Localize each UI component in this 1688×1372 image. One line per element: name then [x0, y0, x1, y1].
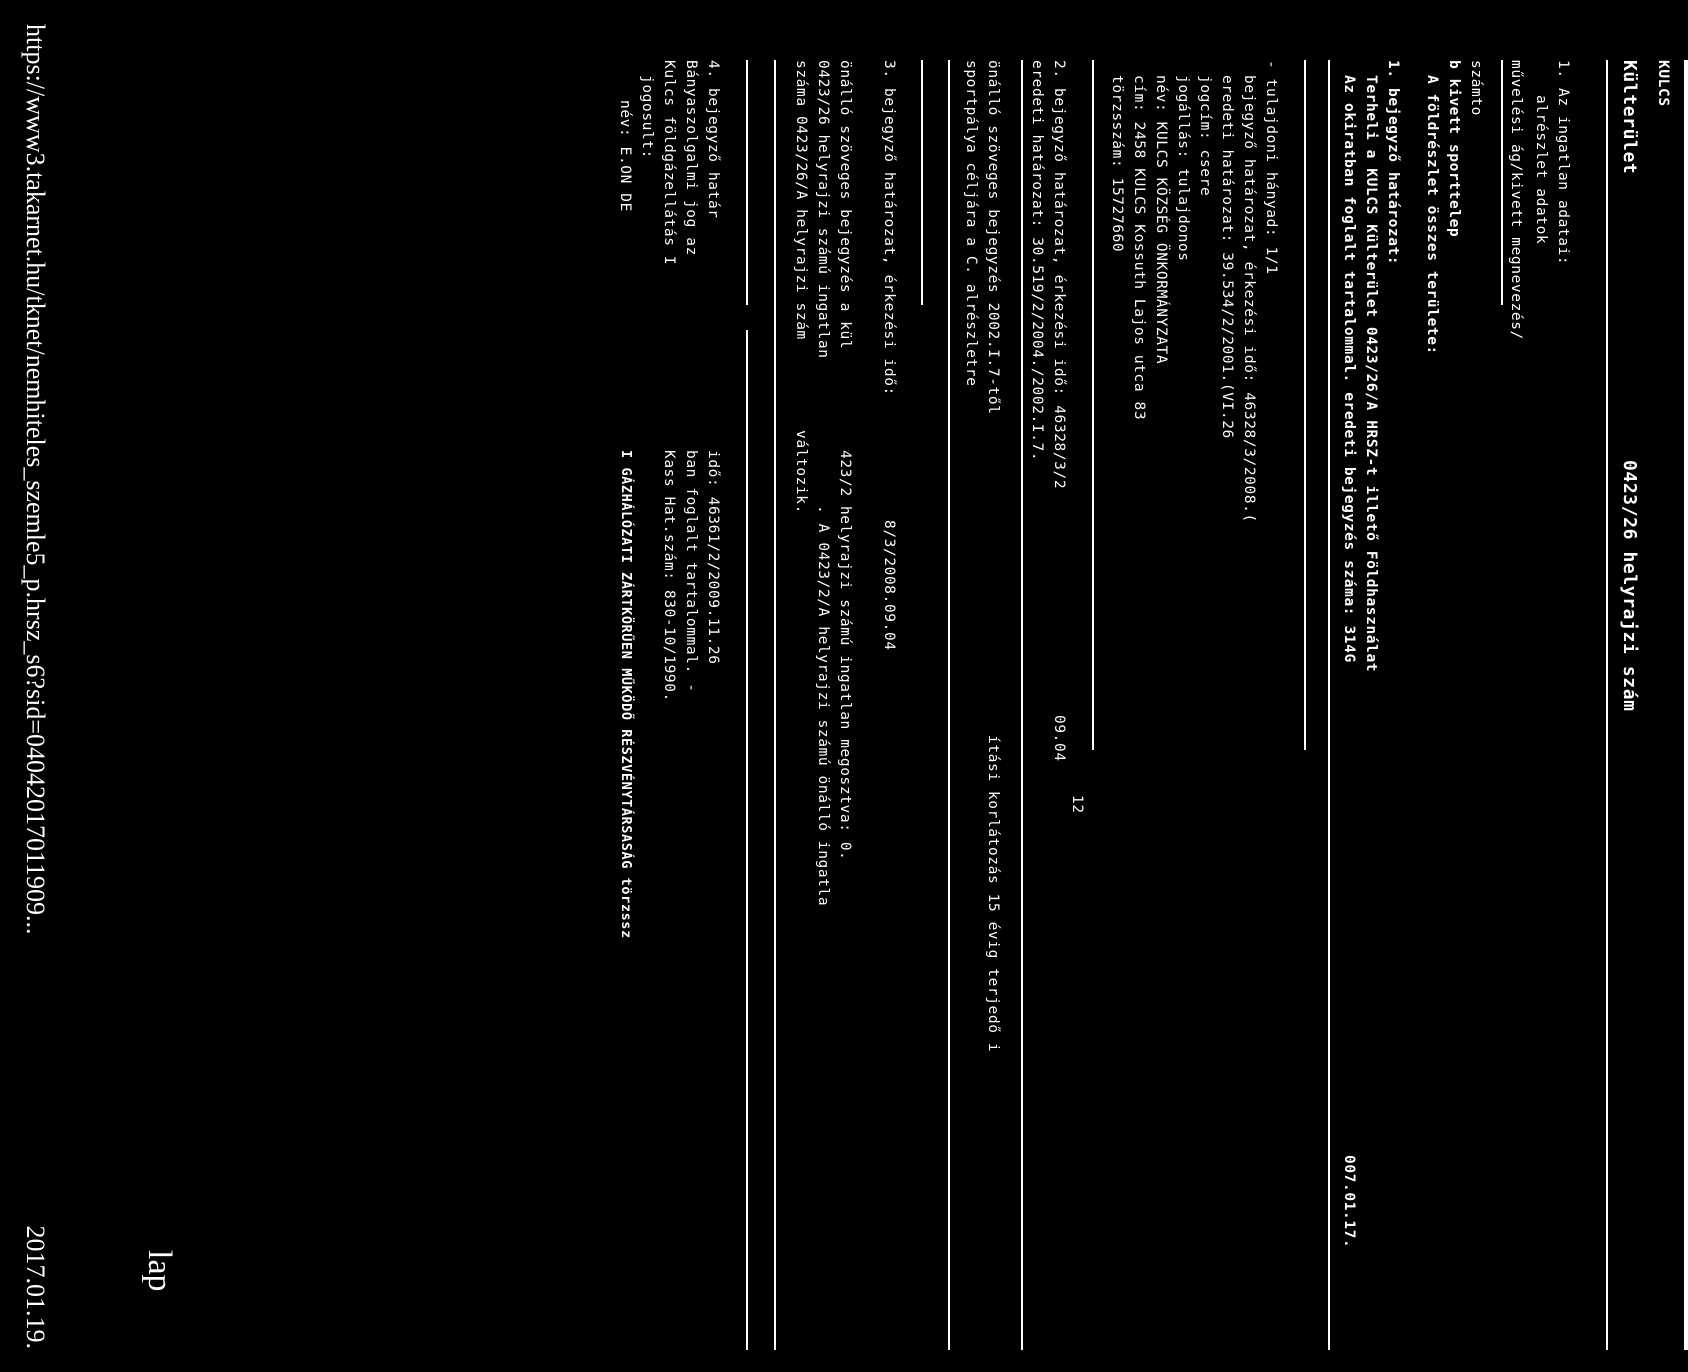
- entry1-line1: Terheli a KULCS Külterület 0423/26/A HRSZ-t illető Földhasználat: [1363, 75, 1379, 673]
- owner-address: cím: 2458 KULCS Kossuth Lajos utca 83: [1131, 75, 1147, 421]
- section1-total-area: A földrészlet összes területe:: [1424, 75, 1440, 355]
- owner-registry: törzsszám: 15727660: [1109, 75, 1125, 253]
- owner-bottom-rule: [1092, 60, 1094, 750]
- entry3-title: 3. bejegyző határozat, érkezési idő:: [881, 60, 897, 396]
- entry3-line3b: változik.: [793, 430, 809, 514]
- entry2-original: eredeti határozat: 30.519/2/2004./2002.I.7.: [1029, 60, 1045, 462]
- entry3-line2a: 0423/26 helyrajzi számú ingatlan: [815, 60, 831, 359]
- section1-area-label: számto: [1468, 60, 1484, 116]
- entry1-line2: Az okiratban foglalt tartalommal. eredeti bejegyzés száma: 314G: [1341, 75, 1357, 663]
- entry2-marker: 12: [1069, 795, 1085, 814]
- entry4-line4a: név: E.ON DE: [617, 100, 633, 212]
- entry4-title: 4. bejegyző határ: [705, 60, 721, 219]
- entry4-line3: jogosult:: [639, 75, 655, 159]
- section1-kind: b kivett sporttelep: [1446, 60, 1462, 238]
- entry3-line3a: száma 0423/26/A helyrajzi szám: [793, 60, 809, 340]
- owner-original: eredeti határozat: 39.534/2/2001.(VI.26: [1219, 75, 1235, 439]
- section1-rule: [1501, 60, 1503, 305]
- header-brand: KULCS: [1655, 60, 1671, 107]
- entry4-title-end: idő: 46361/2/2009.11.26: [705, 450, 721, 665]
- entry4-line2b: Kass Hat.szám: 830-10/1990.: [661, 450, 677, 702]
- entry2-title-end: 09.04: [1051, 715, 1067, 762]
- owner-name: név: KULCS KÖZSÉG ÖNKORMÁNYZATA: [1153, 75, 1169, 365]
- header-district: Külterület: [1619, 60, 1640, 175]
- entry2-bottom-rule: [948, 60, 950, 1350]
- header-date: 007.01.17.: [1341, 1155, 1357, 1249]
- owner-right: jogcím: csere: [1197, 75, 1213, 197]
- owner-share: - tulajdoni hányad: 1/1: [1263, 60, 1279, 275]
- owner-status: jogállás: tulajdonos: [1175, 75, 1191, 262]
- entry1-rule: [1328, 60, 1330, 1350]
- header-underline: [1606, 60, 1608, 1350]
- section1-title: 1. Az ingatlan adatai:: [1555, 60, 1571, 266]
- top-rule: [1684, 60, 1688, 1350]
- entry4-line1b: ban foglalt tartalommal. -: [683, 450, 699, 693]
- section1-cultivation: művelési ág/kivett megnevezés/: [1508, 60, 1524, 340]
- entry2-rule: [1021, 60, 1023, 1350]
- entry3-line1a: önálló szöveges bejegyzés a kül: [837, 60, 853, 350]
- entry4-line4b: I GÁZHÁLÓZATI ZÁRTKÖRŰEN MŰKÖDŐ RÉSZVÉNYTÁRSASÁG törzssz: [618, 450, 634, 939]
- entry4-top-rule-right: [746, 330, 748, 1350]
- entry3-top-rule: [921, 60, 923, 305]
- entry1-title: 1. bejegyző határozat:: [1385, 60, 1401, 266]
- section1-subtitle: alrészlet adatok: [1533, 95, 1549, 245]
- entry3-line1b: 423/2 helyrajzi számú ingatlan megosztva: 0.: [837, 450, 853, 861]
- footer-url: https://www3.takarnet.hu/tknet/nemhiteles_szemle5_p.hrsz_s6?sid=04042017011909...: [21, 24, 50, 935]
- entry4-top-rule: [746, 60, 748, 305]
- owner-top-rule: [1304, 60, 1306, 750]
- entry3-title-end: 8/3/2008.09.04: [881, 520, 897, 651]
- entry2-sep-note-a: önálló szöveges bejegyzés 2002.I.7-től: [985, 60, 1001, 415]
- header-parcel: 0423/26 helyrajzi szám: [1619, 460, 1640, 712]
- footer-date: 2017.01.19.: [21, 1225, 50, 1349]
- entry2-title: 2. bejegyző határozat, érkezési idő: 46328/3/2: [1051, 60, 1067, 490]
- entry3-line2b: . A 0423/2/A helyrajzi számú önálló ingatla: [815, 505, 831, 907]
- print-footer: [20, 24, 50, 1349]
- owner-decision: bejegyző határozat, érkezési idő: 46328/3/2008.(: [1241, 75, 1257, 523]
- entry3-bottom-rule: [774, 60, 776, 1350]
- entry4-line2a: Kulcs földgázellátás I: [661, 60, 677, 266]
- entry2-sep-note-b: ítási korlátozás 15 évig terjedő i: [985, 735, 1001, 1053]
- entry2-purpose: sportpálya céljára a C. alrészletre: [963, 60, 979, 387]
- entry4-line1a: Bányaszolgalmi jog az: [683, 60, 699, 256]
- sheet-label: lap: [141, 1250, 178, 1292]
